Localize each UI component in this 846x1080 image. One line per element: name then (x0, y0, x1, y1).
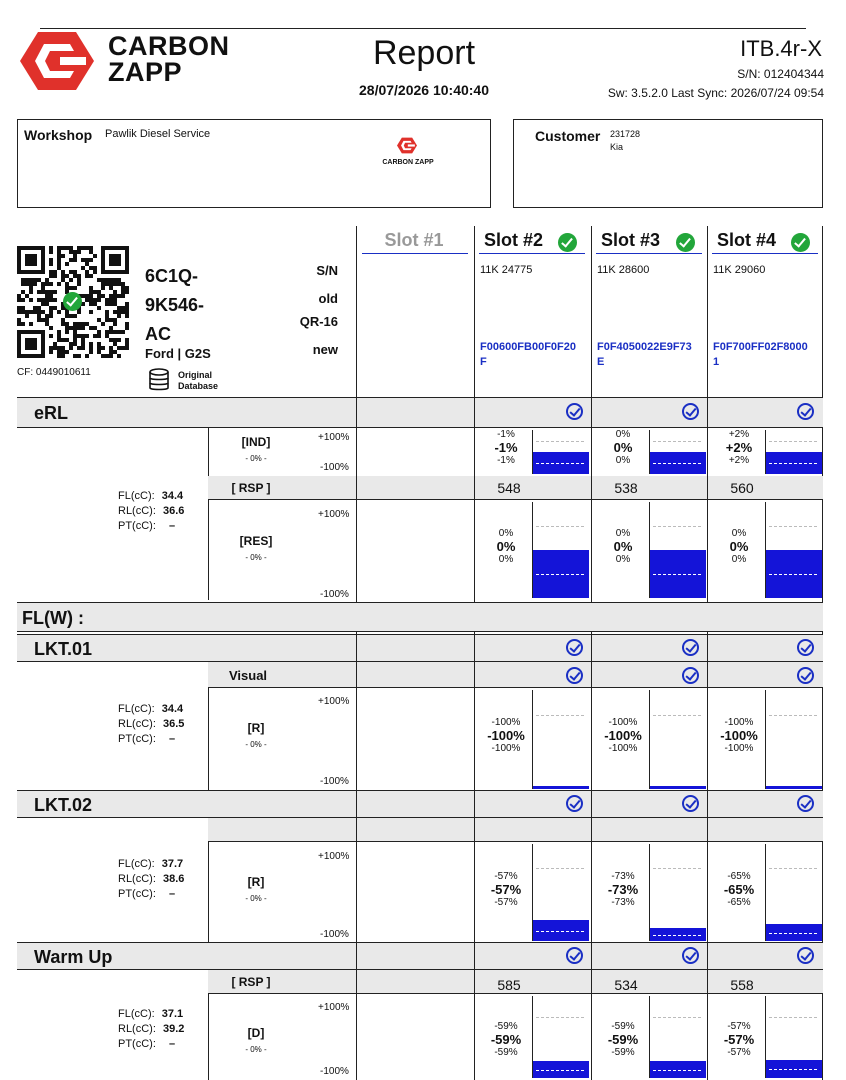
erl-res-pct-text: 0% (498, 554, 514, 566)
label-sn: S/N (316, 263, 338, 278)
erl-res-pct-text: 0% (615, 554, 631, 566)
lkt02-r-slot-4-grid-line (769, 868, 817, 869)
lkt01-slot-4-check-icon (797, 639, 814, 656)
lkt01-meas (118, 702, 202, 747)
erl-rsp-slot-3: 538 (614, 480, 638, 496)
label-old: old (318, 291, 338, 306)
slot-2-qr-line-1: F00600FB00F0F20 (480, 341, 576, 353)
lkt01-r-pct-text: -100% (487, 727, 525, 743)
erl-ind-pct-text: 0% (615, 455, 631, 467)
erl-rl-value: 36.6 (162, 504, 185, 517)
part-code (145, 262, 204, 349)
lkt02-r-slot-3-pct (593, 871, 653, 909)
lkt01-r-slot-4-pct (709, 717, 769, 755)
warmup-d-bottom: -100% (320, 1066, 349, 1077)
warmup-title: Warm Up (34, 947, 113, 967)
warmup-d-slot-4-bar-base (766, 1076, 822, 1078)
warmup-pt-value: – (168, 1037, 176, 1050)
erl-fl-label: FL(cC): (118, 490, 155, 502)
workshop-logo-icon (397, 137, 417, 154)
erl-res-slot-2-grid-line (536, 526, 584, 527)
lkt02-r-pct-text: -65% (723, 881, 755, 897)
lkt01-fl-value: 34.4 (161, 703, 184, 715)
erl-ind-pct-text: -1% (494, 439, 518, 455)
erl-res-slot-3-bar-base (650, 596, 706, 598)
erl-ind-slot-3-bar-line (653, 463, 701, 464)
lkt02-r-top: +100% (318, 851, 350, 862)
lkt02-r-slot-3-grid-line (653, 868, 701, 869)
warmup-rsp-slot-3: 534 (614, 977, 638, 993)
erl-ind-slot-2-bar-line (536, 463, 584, 464)
lkt01-fl-label: FL(cC): (118, 703, 155, 715)
workshop-logo-text: CARBON ZAPP (382, 159, 434, 166)
lkt01-r-slot-4-gauge-divider (765, 690, 766, 789)
lkt01-r-pct-text: -100% (724, 743, 754, 755)
warmup-fl-label: FL(cC): (118, 1008, 155, 1020)
warmup-rsp-label: [ RSP ] (231, 975, 271, 989)
erl-rsp-label: [ RSP ] (231, 481, 271, 495)
warmup-d-pct-text: -59% (490, 1031, 522, 1047)
report-datetime: 28/07/2026 10:40:40 (359, 82, 489, 98)
erl-ind-slot-4-pct (709, 429, 769, 467)
erl-ind-slot-3-bar-base (650, 472, 706, 474)
erl-res-pct-text: 0% (615, 528, 631, 539)
warmup-d-pct-text: -59% (494, 1021, 518, 1032)
brand-line-1: CARBON (108, 31, 230, 61)
slot-4-qr-line-1: F0F700FF02F8000 (713, 341, 808, 353)
lkt02-r-pct-text: -73% (607, 881, 639, 897)
erl-band (17, 397, 823, 428)
warmup-d-sub: - 0% - (245, 1045, 267, 1054)
lkt01-r-pct-text: -100% (491, 743, 521, 755)
slot-4-name: Slot #4 (717, 230, 777, 250)
erl-res-slot-4-grid-line (769, 526, 817, 527)
erl-res-pct-text: 0% (731, 528, 747, 539)
lkt02-band (17, 790, 823, 818)
flw-title: FL(W) : (22, 608, 84, 628)
erl-ind-pct-text: +2% (728, 455, 750, 467)
warmup-d-slot-3-bar-line (653, 1070, 701, 1071)
slot-3-sn: 11K 28600 (597, 264, 650, 276)
lkt01-pt-value: – (168, 732, 176, 745)
part-cf: CF: 0449010611 (17, 367, 91, 378)
lkt02-fl-label: FL(cC): (118, 858, 155, 870)
erl-res-pct-text: 0% (729, 538, 749, 554)
lkt02-r-pct-text: -57% (494, 871, 518, 882)
warmup-slot-4-check-icon (797, 947, 814, 964)
erl-rsp-slot-4: 560 (730, 480, 754, 496)
warmup-d-slot-4-bar-line (769, 1069, 817, 1070)
slot-1-name: Slot #1 (384, 230, 444, 250)
erl-ind-pct-text: -1% (497, 455, 515, 467)
lkt02-r-slot-2-pct (476, 871, 536, 909)
database-label-line-1: Original (178, 370, 213, 380)
warmup-d-slot-2-bar-base (533, 1076, 589, 1078)
lkt02-rl-value: 38.6 (162, 872, 185, 885)
lkt02-r-pct-text: -57% (490, 881, 522, 897)
lkt01-rl-value: 36.5 (162, 717, 185, 730)
erl-ind-slot-3-pct (593, 429, 653, 467)
slot-2-qr (480, 340, 576, 370)
database-icon (148, 368, 170, 392)
lkt01-slot-2-check-icon (566, 639, 583, 656)
warmup-rl-label: RL(cC): (118, 1022, 156, 1035)
warmup-fl-value: 37.1 (161, 1008, 184, 1020)
warmup-d-slot-2-grid-line (536, 1017, 584, 1018)
brand-name (108, 33, 230, 85)
lkt02-slot-2-check-icon (566, 795, 583, 812)
warmup-band (17, 942, 823, 970)
lkt01-visual-label: Visual (228, 668, 268, 683)
warmup-d-pct-text: -57% (727, 1021, 751, 1032)
erl-ind-slot-2-grid-line (536, 441, 584, 442)
erl-res-slot-3-grid-line (653, 526, 701, 527)
lkt02-slot-4-check-icon (797, 795, 814, 812)
lkt02-r-slot-4-pct (709, 871, 769, 909)
lkt01-rl-label: RL(cC): (118, 717, 156, 730)
warmup-pt-label: PT(cC): (118, 1037, 156, 1050)
warmup-d-label: [D] (247, 1026, 265, 1040)
lkt01-visual-slot-3-check-icon (682, 667, 699, 684)
software-version: Sw: 3.5.2.0 Last Sync: 2026/07/24 09:54 (607, 86, 824, 100)
erl-res-pct-text: 0% (496, 538, 516, 554)
lkt01-r-pct-text: -100% (720, 727, 758, 743)
erl-ind-sub: - 0% - (245, 454, 267, 463)
erl-title: eRL (34, 403, 69, 423)
warmup-d-pct-text: -57% (723, 1031, 755, 1047)
workshop-label: Workshop (24, 127, 93, 143)
erl-rsp-slot-2: 548 (497, 480, 521, 496)
customer-name: Kia (610, 142, 624, 152)
lkt02-blank-band (208, 818, 823, 842)
lkt02-r-slot-2-bar-base (533, 939, 589, 941)
warmup-d-slot-2-bar-line (536, 1070, 584, 1071)
erl-res-slot-4-bar-base (766, 596, 822, 598)
database-label (178, 370, 218, 392)
erl-res-slot-3-bar-line (653, 574, 701, 575)
erl-ind-pct-text: +2% (728, 429, 750, 440)
lkt01-r-pct-text: -100% (491, 717, 521, 728)
erl-ind-label: [IND] (241, 435, 271, 449)
lkt01-r-slot-2-grid-line (536, 715, 584, 716)
warmup-d-slot-2-pct (476, 1021, 536, 1059)
lkt02-r-slot-3-gauge-divider (649, 844, 650, 941)
lkt01-r-slot-2-pct (476, 717, 536, 755)
lkt02-r-bottom: -100% (320, 929, 349, 940)
lkt02-pt-label: PT(cC): (118, 887, 156, 900)
erl-ind-slot-4-grid-line (769, 441, 817, 442)
part-code-line-3: AC (145, 324, 171, 344)
lkt02-r-pct-text: -73% (611, 871, 635, 882)
warmup-d-pct-text: -57% (727, 1047, 751, 1059)
customer-label: Customer (535, 128, 601, 144)
lkt01-visual-band (208, 662, 823, 688)
erl-res-pct-text: 0% (731, 554, 747, 566)
label-new: new (312, 342, 338, 357)
brand-line-2: ZAPP (108, 57, 183, 87)
slot-2-sn: 11K 24775 (480, 264, 533, 276)
warmup-rsp-slot-2: 585 (497, 977, 521, 993)
erl-pt-value: – (168, 519, 176, 532)
lkt01-r-top: +100% (318, 696, 350, 707)
warmup-d-slot-4-grid-line (769, 1017, 817, 1018)
erl-ind-bottom: -100% (320, 462, 349, 473)
customer-id: 231728 (610, 129, 641, 139)
erl-res-slot-3-pct (593, 528, 653, 566)
lkt02-r-slot-2-grid-line (536, 868, 584, 869)
lkt02-r-slot-3-bar-base (650, 939, 706, 941)
lkt02-r-slot-3-bar-line (653, 935, 701, 936)
device-serial: S/N: 012404344 (737, 67, 824, 81)
slot-2-qr-line-2: F (480, 355, 487, 368)
erl-res-slot-2-bar-base (533, 596, 589, 598)
erl-slot-4-check-icon (797, 403, 814, 420)
slot-3-qr (597, 340, 692, 370)
slot-4-qr (713, 340, 808, 370)
erl-res-pct-text: 0% (498, 528, 514, 539)
lkt02-r-pct-text: -65% (727, 897, 751, 909)
lkt01-r-slot-3-gauge-divider (649, 690, 650, 789)
lkt01-slot-3-check-icon (682, 639, 699, 656)
lkt01-r-pct-text: -100% (608, 717, 638, 728)
warmup-d-pct-text: -59% (607, 1031, 639, 1047)
warmup-d-slot-3-bar-base (650, 1076, 706, 1078)
erl-ind-pct-text: -1% (497, 429, 515, 440)
lkt01-r-slot-3-bar-base (650, 787, 706, 789)
lkt02-fl-value: 37.7 (161, 858, 184, 870)
erl-ind-slot-4-bar-base (766, 472, 822, 474)
brand-logo-icon (20, 30, 94, 92)
slot-2-ok-icon (558, 233, 577, 252)
lkt02-meas (118, 857, 202, 902)
part-make: Ford | G2S (145, 346, 211, 361)
warmup-meas (118, 1007, 202, 1052)
slot-3-qr-line-2: E (597, 355, 605, 368)
lkt01-r-bottom: -100% (320, 776, 349, 787)
lkt01-title: LKT.01 (34, 639, 93, 659)
lkt01-visual-slot-2-check-icon (566, 667, 583, 684)
erl-res-pct-text: 0% (613, 538, 633, 554)
label-qr: QR-16 (299, 314, 338, 329)
part-code-line-2: 9K546- (145, 295, 205, 315)
warmup-slot-2-check-icon (566, 947, 583, 964)
part-code-line-1: 6C1Q- (145, 266, 199, 286)
slot-4-ok-icon (791, 233, 810, 252)
erl-ind-pct-text: 0% (615, 429, 631, 440)
database-label-line-2: Database (178, 381, 219, 391)
lkt02-r-pct-text: -65% (727, 871, 751, 882)
erl-slot-3-check-icon (682, 403, 699, 420)
warmup-slot-3-check-icon (682, 947, 699, 964)
lkt02-r-sub: - 0% - (245, 894, 267, 903)
warmup-d-slot-4-pct (709, 1021, 769, 1059)
lkt01-visual-slot-4-check-icon (797, 667, 814, 684)
lkt02-r-label: [R] (247, 875, 265, 889)
lkt02-r-pct-text: -73% (611, 897, 635, 909)
warmup-d-pct-text: -59% (611, 1047, 635, 1059)
lkt01-r-slot-2-bar-base (533, 787, 589, 789)
lkt01-band (17, 634, 823, 662)
slot-3-qr-line-1: F0F4050022E9F73 (597, 341, 692, 353)
slot-3-ok-icon (676, 233, 695, 252)
erl-ind-pct-text: 0% (613, 439, 633, 455)
erl-res-top: +100% (318, 509, 350, 520)
device-model: ITB.4r-X (740, 36, 822, 61)
flw-band (17, 602, 823, 632)
erl-res-slot-4-pct (709, 528, 769, 566)
qr-ok-icon (63, 292, 82, 311)
slot-4-sn: 11K 29060 (713, 264, 766, 276)
erl-ind-top: +100% (318, 432, 350, 443)
lkt02-rl-label: RL(cC): (118, 872, 156, 885)
report-title: Report (372, 34, 476, 72)
erl-res-slot-4-bar-line (769, 574, 817, 575)
lkt01-r-slot-3-grid-line (653, 715, 701, 716)
warmup-rl-value: 39.2 (162, 1022, 185, 1035)
warmup-d-slot-3-pct (593, 1021, 653, 1059)
lkt01-r-pct-text: -100% (724, 717, 754, 728)
erl-res-slot-2-bar-line (536, 574, 584, 575)
erl-ind-slot-4-bar-line (769, 463, 817, 464)
lkt01-r-label: [R] (247, 721, 265, 735)
lkt01-r-slot-2-gauge-divider (532, 690, 533, 789)
erl-meas (118, 489, 202, 534)
slot-3-name: Slot #3 (601, 230, 661, 250)
lkt02-slot-3-check-icon (682, 795, 699, 812)
erl-ind-slot-2-bar-base (533, 472, 589, 474)
warmup-rsp-slot-4: 558 (730, 977, 754, 993)
warmup-d-pct-text: -59% (611, 1021, 635, 1032)
erl-ind-slot-2-pct (476, 429, 536, 467)
erl-res-bottom: -100% (320, 589, 349, 600)
erl-rl-label: RL(cC): (118, 504, 156, 517)
lkt02-r-slot-4-bar-line (769, 933, 817, 934)
lkt02-title: LKT.02 (34, 795, 93, 815)
erl-slot-2-check-icon (566, 403, 583, 420)
lkt01-r-pct-text: -100% (604, 727, 642, 743)
erl-fl-value: 34.4 (161, 490, 184, 502)
lkt01-pt-label: PT(cC): (118, 732, 156, 745)
lkt02-r-slot-4-bar-base (766, 939, 822, 941)
erl-res-slot-2-pct (476, 528, 536, 566)
erl-ind-slot-3-grid-line (653, 441, 701, 442)
slot-4-qr-line-2: 1 (713, 355, 720, 368)
lkt01-r-slot-4-bar-base (766, 787, 822, 789)
workshop-name: Pawlik Diesel Service (105, 128, 211, 140)
erl-res-sub: - 0% - (245, 553, 267, 562)
lkt02-r-slot-2-bar-line (536, 931, 584, 932)
lkt01-r-pct-text: -100% (608, 743, 638, 755)
erl-pt-label: PT(cC): (118, 519, 156, 532)
warmup-d-slot-3-grid-line (653, 1017, 701, 1018)
lkt01-r-sub: - 0% - (245, 740, 267, 749)
slot-2-name: Slot #2 (484, 230, 544, 250)
warmup-d-pct-text: -59% (494, 1047, 518, 1059)
lkt02-r-pct-text: -57% (494, 897, 518, 909)
erl-res-label: [RES] (239, 534, 273, 548)
lkt01-r-slot-4-grid-line (769, 715, 817, 716)
lkt02-pt-value: – (168, 887, 176, 900)
lkt01-r-slot-3-pct (593, 717, 653, 755)
erl-ind-pct-text: +2% (725, 439, 753, 455)
warmup-d-top: +100% (318, 1002, 350, 1013)
